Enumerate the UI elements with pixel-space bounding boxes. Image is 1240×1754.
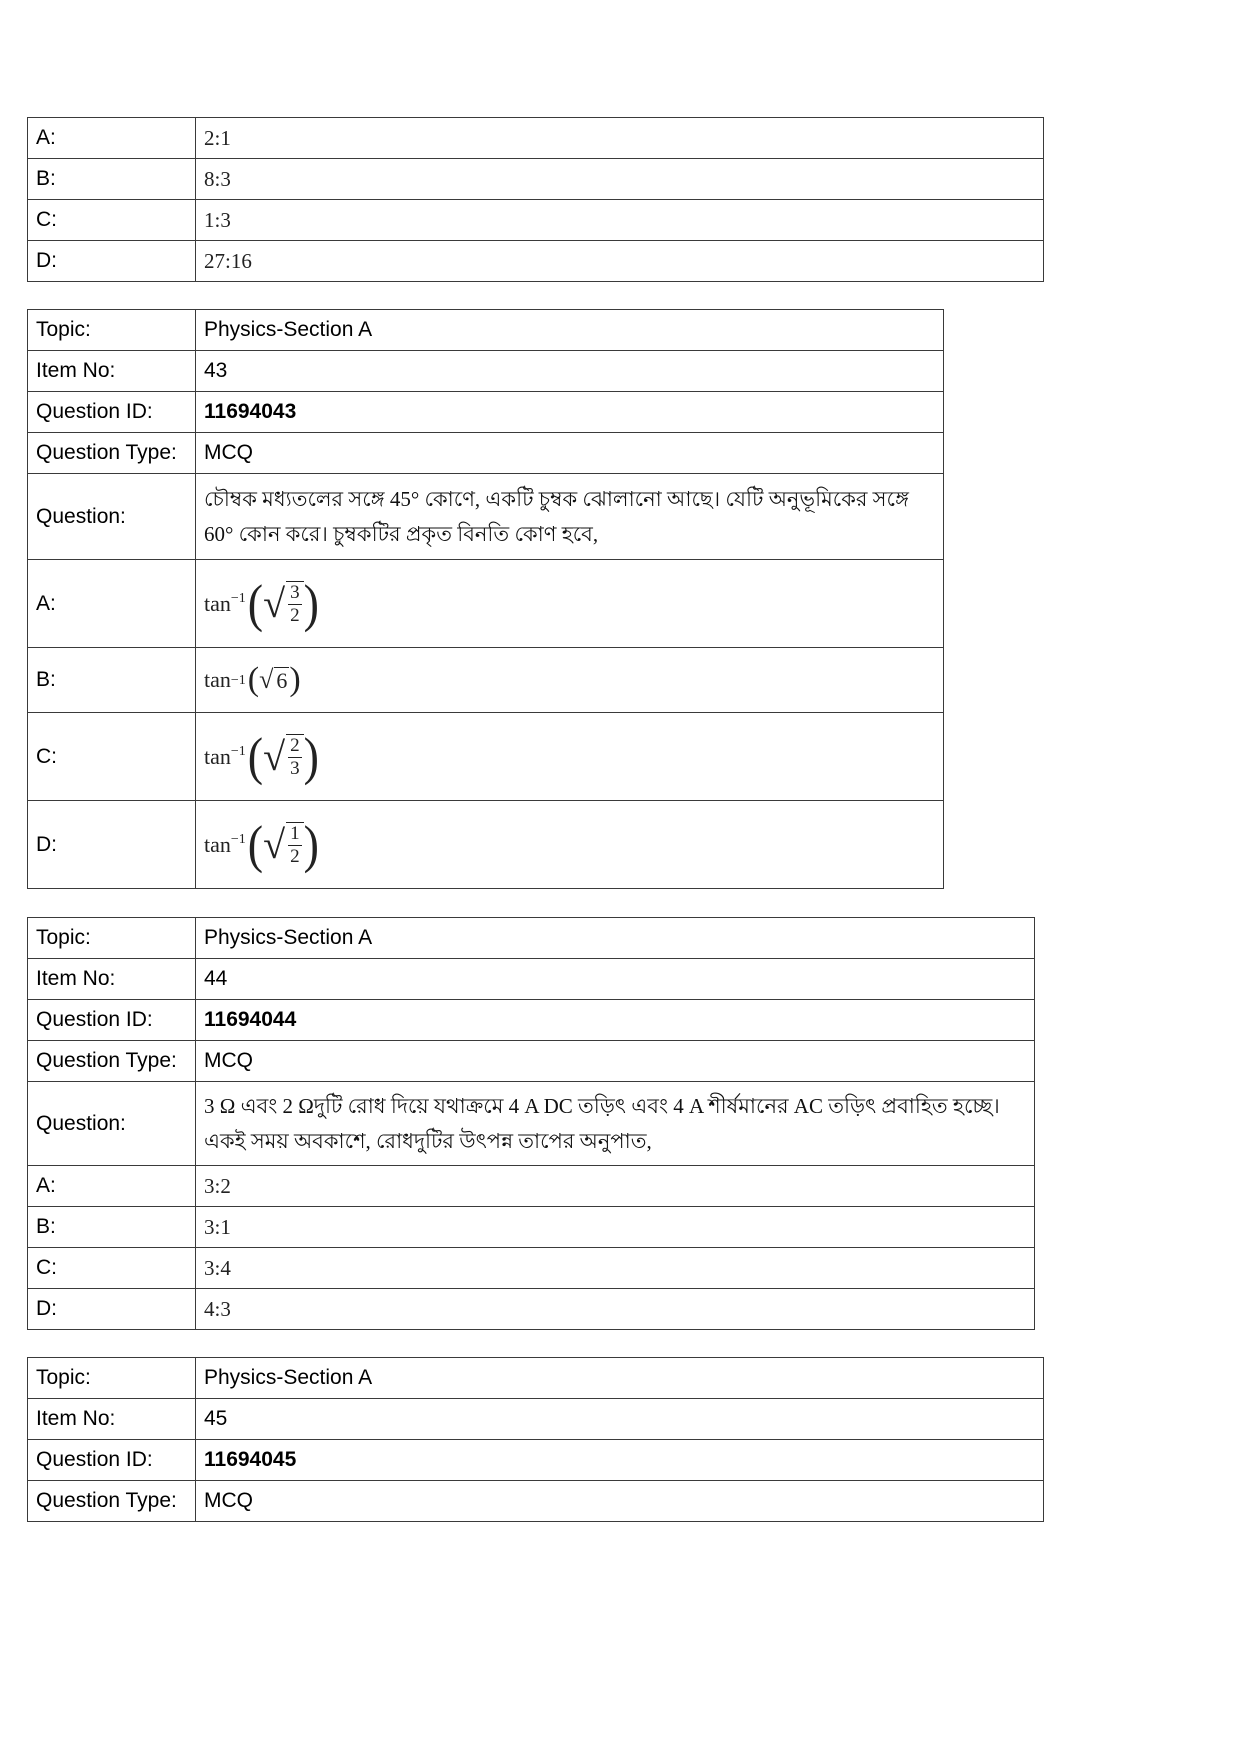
item-value: 44 (196, 959, 1035, 1000)
right-paren: ) (303, 726, 319, 786)
sqrt-symbol: √ (263, 580, 286, 626)
option-value: 3:2 (196, 1166, 1035, 1207)
question-type-label: Question Type: (28, 433, 196, 474)
math-exponent: −1 (230, 590, 246, 606)
question-type-label: Question Type: (28, 1041, 196, 1082)
option-label: D: (28, 241, 196, 282)
option-value (196, 560, 944, 648)
math-expression (204, 573, 319, 633)
option-value (196, 801, 944, 889)
denominator: 2 (290, 845, 300, 867)
item-label: Item No: (28, 959, 196, 1000)
topic-value: Physics-Section A (196, 918, 1035, 959)
sqrt-symbol: √ (263, 733, 286, 779)
option-label: A: (28, 118, 196, 159)
math-func: tan (204, 590, 231, 616)
option-row (28, 118, 1044, 159)
option-row (28, 200, 1044, 241)
question-id-label: Question ID: (28, 1440, 196, 1481)
question-id-row (28, 392, 944, 433)
question-label: Question: (28, 1082, 196, 1166)
topic-row (28, 310, 944, 351)
item-row (28, 351, 944, 392)
left-paren: ( (247, 661, 260, 698)
question-type-label: Question Type: (28, 1481, 196, 1522)
question-table-43 (27, 309, 944, 889)
radicand: 6 (276, 667, 288, 693)
option-row (28, 1289, 1035, 1330)
item-value: 43 (196, 351, 944, 392)
item-label: Item No: (28, 1399, 196, 1440)
option-label: B: (28, 159, 196, 200)
option-value (196, 648, 944, 713)
question-text: 3 Ω এবং 2 Ωদুটি রোধ দিয়ে যথাক্রমে 4 A DC তড়িৎ এবং 4 A শীর্ষমানের AC তড়িৎ প্রবাহিত হচ্ছে। একই সময় অবকাশে, রোধদুটির উৎপন্ন তাপের অনুপাত, (196, 1082, 1035, 1166)
numerator: 2 (290, 734, 300, 756)
question-id-label: Question ID: (28, 392, 196, 433)
item-row (28, 1399, 1044, 1440)
math-expression (204, 814, 319, 874)
topic-label: Topic: (28, 1358, 196, 1399)
math-func: tan (204, 831, 231, 857)
option-row (28, 801, 944, 889)
option-label: A: (28, 560, 196, 648)
option-row (28, 560, 944, 648)
item-row (28, 959, 1035, 1000)
question-id-label: Question ID: (28, 1000, 196, 1041)
question-table-44 (27, 917, 1035, 1330)
math-exponent: −1 (230, 743, 246, 759)
option-label: C: (28, 1248, 196, 1289)
options-table-q42 (27, 117, 1044, 282)
question-id-row (28, 1000, 1035, 1041)
option-label: C: (28, 200, 196, 241)
topic-label: Topic: (28, 310, 196, 351)
right-paren: ) (303, 814, 319, 874)
math-expression (204, 726, 319, 786)
option-label: D: (28, 1289, 196, 1330)
right-paren: ) (303, 573, 319, 633)
option-label: B: (28, 1207, 196, 1248)
option-label: A: (28, 1166, 196, 1207)
left-paren: ( (247, 726, 264, 786)
option-value: 3:1 (196, 1207, 1035, 1248)
math-exponent: −1 (230, 831, 246, 847)
question-id-value: 11694045 (196, 1440, 1044, 1481)
topic-row (28, 918, 1035, 959)
question-type-row (28, 1481, 1044, 1522)
option-row (28, 1166, 1035, 1207)
option-row (28, 1248, 1035, 1289)
question-row (28, 474, 944, 560)
question-id-value: 11694043 (196, 392, 944, 433)
option-value: 1:3 (196, 200, 1044, 241)
left-paren: ( (247, 814, 264, 874)
option-label: D: (28, 801, 196, 889)
option-label: B: (28, 648, 196, 713)
fraction (286, 734, 304, 780)
question-label: Question: (28, 474, 196, 560)
math-exponent: −1 (230, 673, 246, 688)
question-type-value: MCQ (196, 1481, 1044, 1522)
option-row (28, 241, 1044, 282)
option-row (28, 1207, 1035, 1248)
option-row (28, 159, 1044, 200)
option-value: 27:16 (196, 241, 1044, 282)
question-type-value: MCQ (196, 1041, 1035, 1082)
option-value: 8:3 (196, 159, 1044, 200)
question-type-row (28, 1041, 1035, 1082)
numerator: 1 (290, 822, 300, 844)
topic-row (28, 1358, 1044, 1399)
option-value: 3:4 (196, 1248, 1035, 1289)
fraction (286, 822, 304, 868)
question-type-row (28, 433, 944, 474)
math-func: tan (204, 667, 231, 692)
topic-value: Physics-Section A (196, 1358, 1044, 1399)
item-label: Item No: (28, 351, 196, 392)
option-value: 2:1 (196, 118, 1044, 159)
question-id-row (28, 1440, 1044, 1481)
right-paren: ) (289, 661, 301, 698)
option-value (196, 713, 944, 801)
option-row (28, 713, 944, 801)
fraction (286, 581, 304, 627)
denominator: 2 (290, 604, 300, 626)
question-row (28, 1082, 1035, 1166)
sqrt-symbol: √ (259, 665, 274, 694)
option-value: 4:3 (196, 1289, 1035, 1330)
numerator: 3 (290, 581, 300, 603)
option-row (28, 648, 944, 713)
sqrt-symbol: √ (263, 821, 286, 867)
topic-value: Physics-Section A (196, 310, 944, 351)
item-value: 45 (196, 1399, 1044, 1440)
denominator: 3 (290, 757, 300, 779)
topic-label: Topic: (28, 918, 196, 959)
question-text: চৌম্বক মধ্যতলের সঙ্গে 45° কোণে, একটি চুম্বক ঝোলানো আছে। যেটি অনুভূমিকের সঙ্গে 60° কোন করে। চুম্বকটির প্রকৃত বিনতি কোণ হবে, (196, 474, 944, 560)
math-expression (204, 663, 301, 697)
question-table-45 (27, 1357, 1044, 1522)
left-paren: ( (247, 573, 264, 633)
math-func: tan (204, 743, 231, 769)
question-type-value: MCQ (196, 433, 944, 474)
question-id-value: 11694044 (196, 1000, 1035, 1041)
option-label: C: (28, 713, 196, 801)
